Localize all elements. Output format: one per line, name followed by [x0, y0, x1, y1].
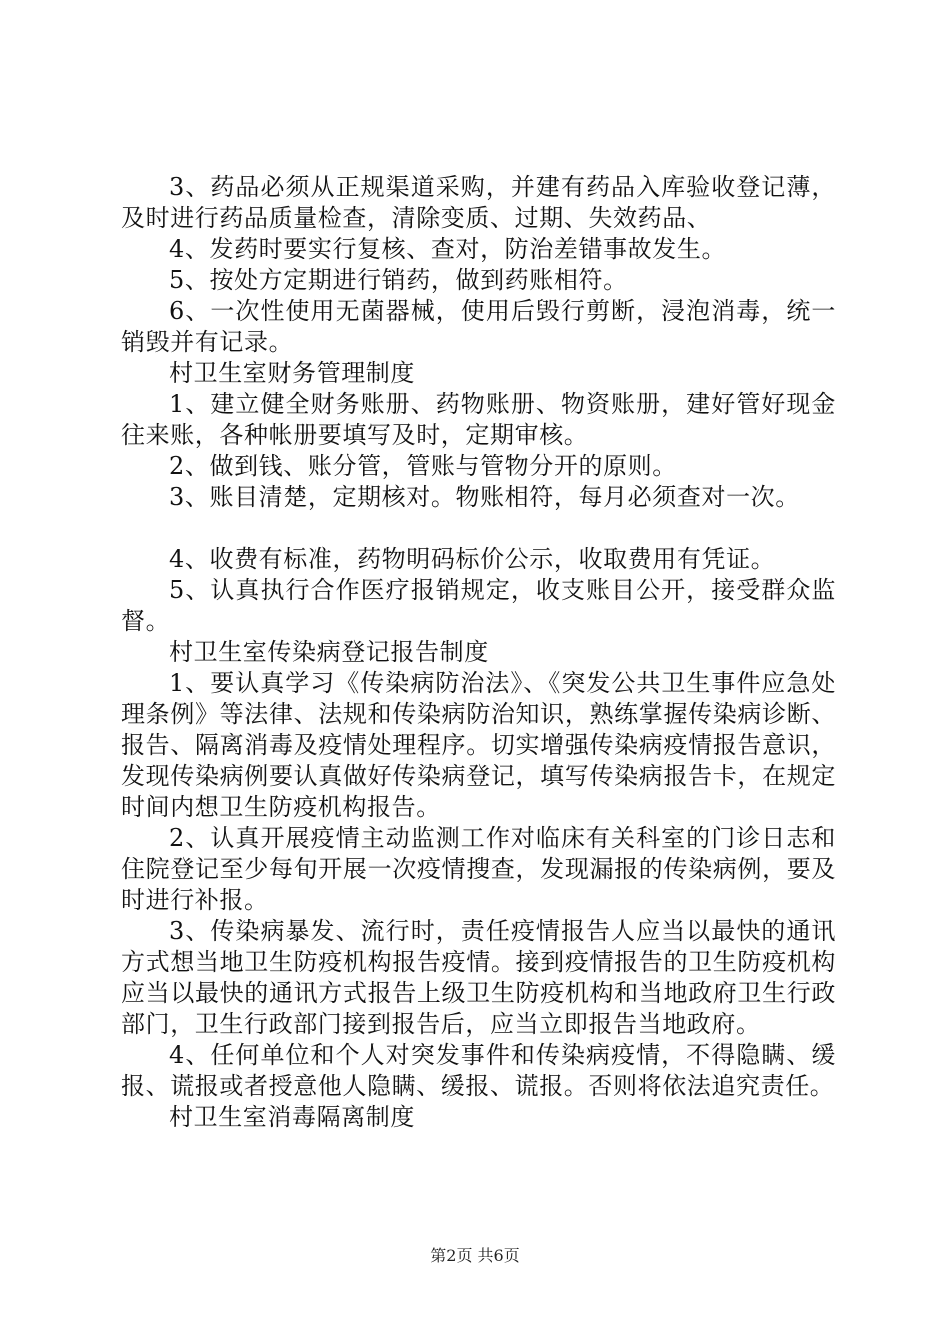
paragraph-prescription-writeoff: 5、按处方定期进行销药，做到药账相符。 [169, 266, 628, 294]
paragraph-finance-fees: 4、收费有标准，药物明码标价公示，收取费用有凭证。 [169, 545, 776, 573]
paragraph-finance-separation: 2、做到钱、账分管，管账与管物分开的原则。 [169, 452, 677, 480]
paragraph-drug-procurement: 3、药品必须从正规渠道采购，并建有药品入库验收登记薄，及时进行药品质量检查，清除变质、过期、失效药品、 [121, 173, 836, 232]
section-heading-infectious-disease: 村卫生室传染病登记报告制度 [169, 638, 489, 666]
section-heading-finance: 村卫生室财务管理制度 [169, 359, 415, 387]
paragraph-disposable-instruments: 6、一次性使用无菌器械，使用后毁行剪断，浸泡消毒，统一销毁并有记录。 [121, 297, 836, 356]
page-number-footer: 第2页 共6页 [430, 1246, 520, 1265]
paragraph-infectious-monitoring: 2、认真开展疫情主动监测工作对临床有关科室的门诊日志和住院登记至少每旬开展一次疫情搜查，发现漏报的传染病例，要及时进行补报。 [121, 824, 836, 914]
paragraph-dispensing-check: 4、发药时要实行复核、查对，防治差错事故发生。 [169, 235, 727, 263]
section-heading-disinfection: 村卫生室消毒隔离制度 [169, 1103, 415, 1131]
document-body [121, 172, 836, 1133]
paragraph-finance-ledgers: 1、建立健全财务账册、药物账册、物资账册，建好管好现金往来账，各种帐册要填写及时，定期审核。 [121, 390, 836, 449]
paragraph-infectious-no-concealment: 4、任何单位和个人对突发事件和传染病疫情，不得隐瞒、缓报、谎报或者授意他人隐瞒、缓报、谎报。否则将依法追究责任。 [121, 1041, 836, 1100]
paragraph-infectious-outbreak: 3、传染病暴发、流行时，责任疫情报告人应当以最快的通讯方式想当地卫生防疫机构报告疫情。接到疫情报告的卫生防疫机构应当以最快的通讯方式报告上级卫生防疫机构和当地政府卫生行政部门，卫生行政部门接到报告后，应当立即报告当地政府。 [121, 917, 836, 1038]
paragraph-finance-reconcile: 3、账目清楚，定期核对。物账相符，每月必须查对一次。 [169, 483, 800, 511]
paragraph-infectious-study: 1、要认真学习《传染病防治法》、《突发公共卫生事件应急处理条例》等法律、法规和传染病防治知识，熟练掌握传染病诊断、报告、隔离消毒及疫情处理程序。切实增强传染病疫情报告意识，发现传染病例要认真做好传染病登记，填写传染病报告卡，在规定时间内想卫生防疫机构报告。 [121, 669, 836, 821]
paragraph-finance-reimbursement: 5、认真执行合作医疗报销规定，收支账目公开，接受群众监督。 [121, 576, 836, 635]
